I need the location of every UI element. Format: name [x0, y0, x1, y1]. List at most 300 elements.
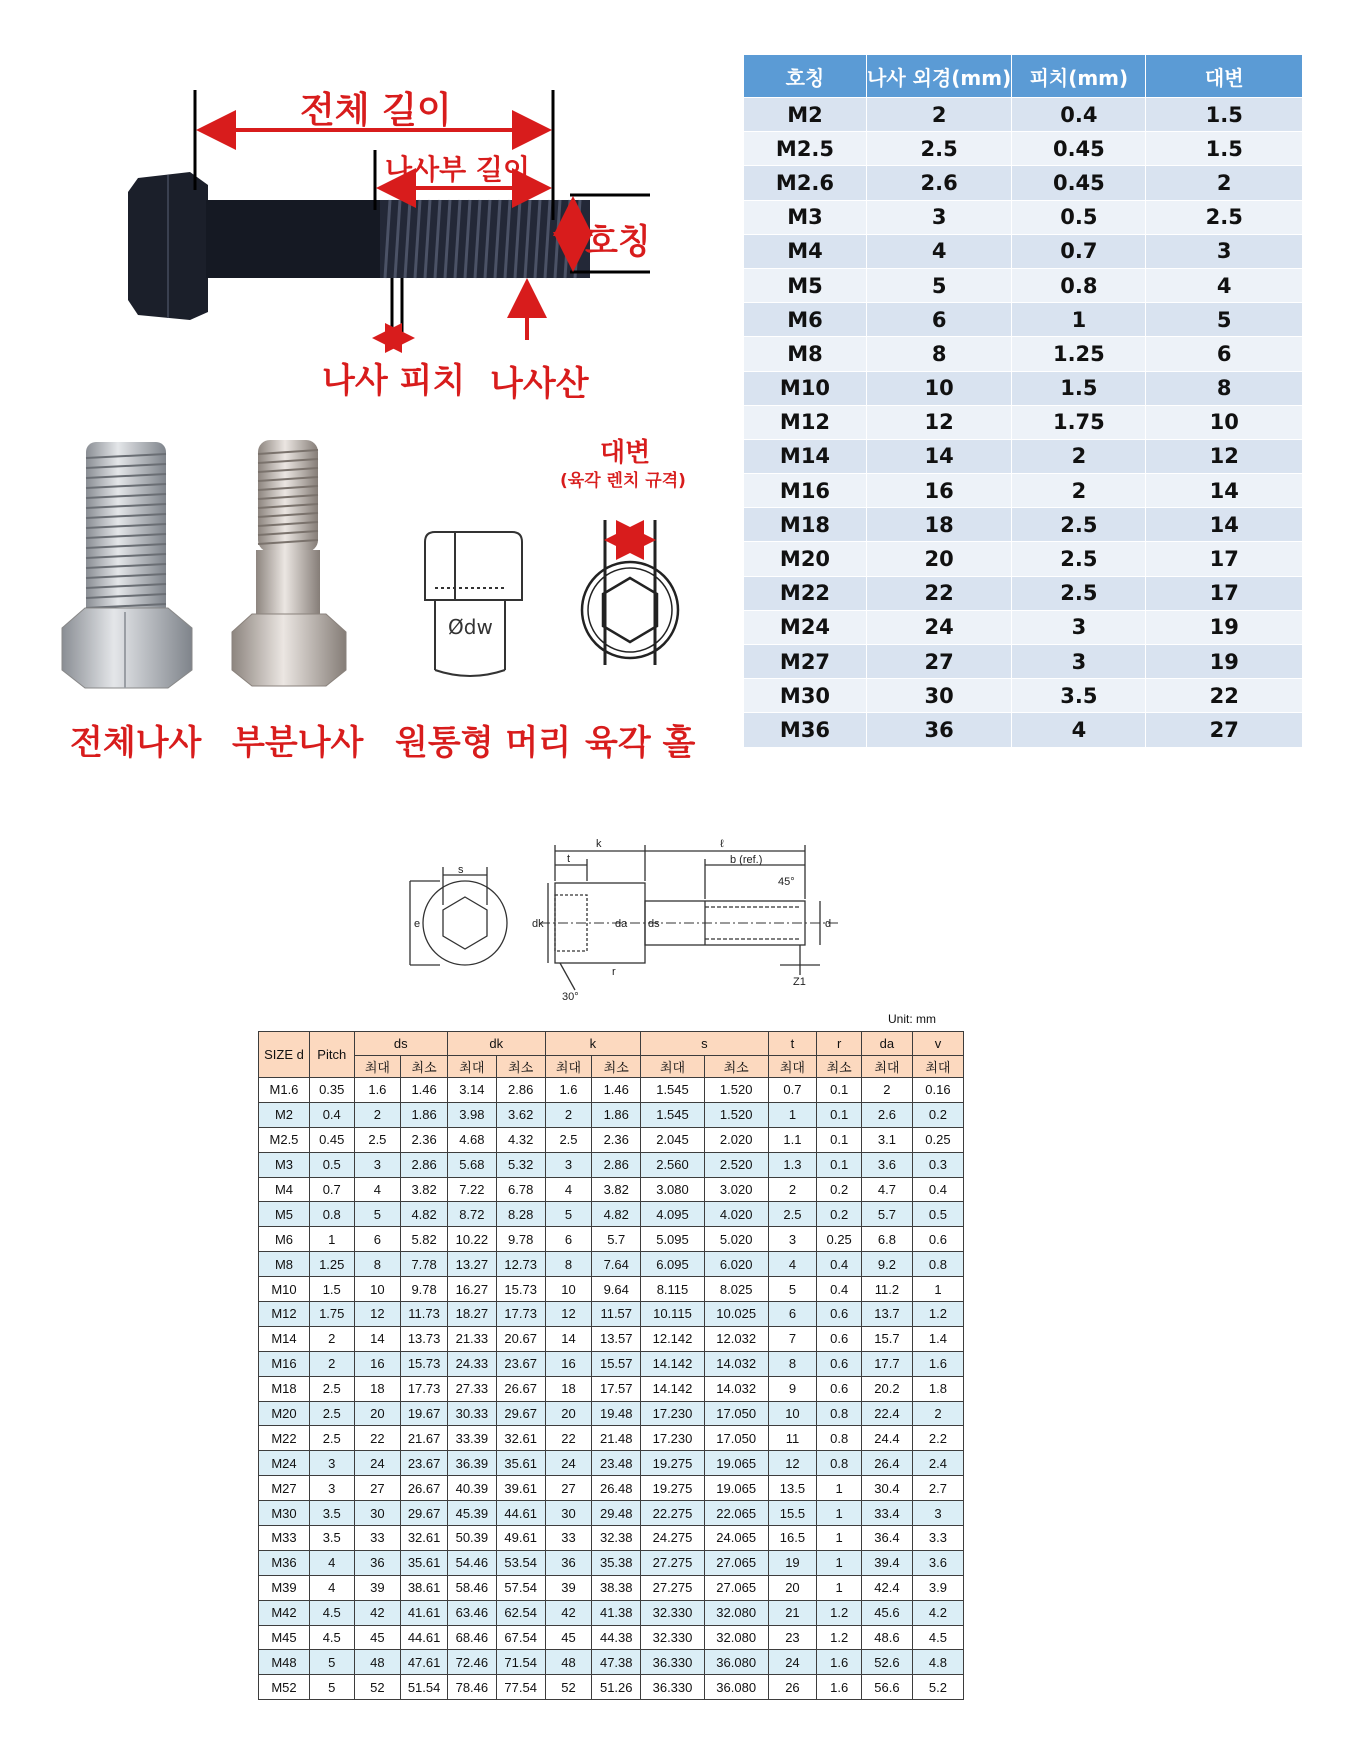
technical-drawing [400, 825, 1020, 1010]
table-row [744, 132, 1303, 166]
table-cell: 20.67 [496, 1326, 545, 1351]
table-cell: 33.39 [447, 1426, 496, 1451]
table-cell: 12 [545, 1302, 592, 1327]
table-cell: 62.54 [496, 1600, 545, 1625]
table-cell: 2.5 [1146, 200, 1303, 234]
table-row [259, 1177, 964, 1202]
table-cell: 4.5 [309, 1625, 354, 1650]
table-cell: 13.27 [447, 1252, 496, 1277]
table-cell: 2.045 [641, 1127, 705, 1152]
table-cell: 21.33 [447, 1326, 496, 1351]
table-cell: 36.330 [641, 1650, 705, 1675]
table-cell: 19.275 [641, 1476, 705, 1501]
table-cell: 0.1 [817, 1102, 862, 1127]
table-cell: 3.5 [309, 1501, 354, 1526]
table-cell: 52.6 [861, 1650, 912, 1675]
partial-thread-label: 부분나사 [232, 723, 364, 763]
table-row [259, 1326, 964, 1351]
table-cell: 77.54 [496, 1675, 545, 1700]
sub-header: 최소 [496, 1056, 545, 1078]
table-cell: 10 [1146, 405, 1303, 439]
table-cell: 44.61 [496, 1501, 545, 1526]
table-cell: 19 [768, 1550, 817, 1575]
table-cell: 29.67 [496, 1401, 545, 1426]
table-cell: 2.560 [641, 1152, 705, 1177]
thread-length-label: 나사부 길이 [385, 153, 530, 186]
table-cell: M2.6 [744, 166, 867, 200]
table-cell: 1 [817, 1550, 862, 1575]
table-cell: 20.2 [861, 1376, 912, 1401]
table-cell: M8 [744, 337, 867, 371]
partial-thread-bolt [232, 440, 346, 686]
spec-sub-header-row [259, 1056, 964, 1078]
table-cell: 1.5 [1012, 371, 1146, 405]
table-cell: M18 [744, 508, 867, 542]
table-cell: 33 [354, 1526, 401, 1551]
dim-b: b (ref.) [730, 854, 763, 866]
table-cell: 0.35 [309, 1078, 354, 1103]
table-cell: 44.38 [592, 1625, 641, 1650]
socket-cap-spec-table [258, 1031, 964, 1700]
dw-label: Ødw [448, 615, 493, 639]
across-flats-label: 대변 [600, 438, 651, 468]
table-row [259, 1501, 964, 1526]
table-cell: M52 [259, 1675, 310, 1700]
unit-label: Unit: mm [888, 1012, 936, 1026]
table-cell: 2.6 [861, 1102, 912, 1127]
table-cell: 2 [309, 1326, 354, 1351]
table-cell: 10.22 [447, 1227, 496, 1252]
table-cell: 6 [354, 1227, 401, 1252]
table-row [259, 1600, 964, 1625]
table-cell: 3.080 [641, 1177, 705, 1202]
table-cell: 16.27 [447, 1277, 496, 1302]
table-cell: 23 [768, 1625, 817, 1650]
table-cell: 5 [309, 1675, 354, 1700]
table-row [744, 508, 1303, 542]
table-cell: 13.5 [768, 1476, 817, 1501]
table-cell: 1 [817, 1575, 862, 1600]
table-cell: 27.275 [641, 1575, 705, 1600]
header-v: v [912, 1032, 963, 1056]
table-row [744, 610, 1303, 644]
table-cell: 2.7 [912, 1476, 963, 1501]
table-cell: 20 [354, 1401, 401, 1426]
table-cell: M39 [259, 1575, 310, 1600]
table-cell: M20 [259, 1401, 310, 1426]
table-cell: M42 [259, 1600, 310, 1625]
table-cell: 10.115 [641, 1302, 705, 1327]
table-cell: 2 [1146, 166, 1303, 200]
table-row [259, 1277, 964, 1302]
table-cell: 36.080 [704, 1650, 768, 1675]
dim-angle30: 30° [562, 991, 579, 1003]
table-row [744, 405, 1303, 439]
table-cell: 11.73 [401, 1302, 448, 1327]
table-cell: 29.48 [592, 1501, 641, 1526]
table-cell: 5 [768, 1277, 817, 1302]
table-cell: 22 [866, 576, 1011, 610]
header-r: r [817, 1032, 862, 1056]
table-cell: 26 [768, 1675, 817, 1700]
table-cell: 23.67 [496, 1351, 545, 1376]
table-row [744, 645, 1303, 679]
table-cell: 19.67 [401, 1401, 448, 1426]
table-row [259, 1152, 964, 1177]
table-cell: 8.28 [496, 1202, 545, 1227]
table-cell: 0.4 [912, 1177, 963, 1202]
cylinder-head-label: 원통형 머리 [395, 723, 572, 763]
table-cell: 19.48 [592, 1401, 641, 1426]
table-cell: 10 [866, 371, 1011, 405]
table-cell: 4.5 [912, 1625, 963, 1650]
table-cell: M6 [259, 1227, 310, 1252]
table-cell: 1.6 [817, 1650, 862, 1675]
table-cell: 72.46 [447, 1650, 496, 1675]
table-cell: 2.5 [309, 1426, 354, 1451]
table-cell: 16 [354, 1351, 401, 1376]
table-cell: 16.5 [768, 1526, 817, 1551]
dim-dk: dk [532, 918, 544, 930]
table-cell: 12.142 [641, 1326, 705, 1351]
table-cell: 5.7 [592, 1227, 641, 1252]
table-cell: 3 [866, 200, 1011, 234]
table-cell: M10 [259, 1277, 310, 1302]
table-cell: 3.14 [447, 1078, 496, 1103]
table-cell: 2 [768, 1177, 817, 1202]
table-cell: 14 [545, 1326, 592, 1351]
table-cell: M36 [744, 713, 867, 747]
table-cell: 2 [912, 1401, 963, 1426]
table-cell: 3.3 [912, 1526, 963, 1551]
table-cell: 5.32 [496, 1152, 545, 1177]
bolt-dimension-diagram [40, 20, 740, 420]
table-cell: 4.68 [447, 1127, 496, 1152]
table-cell: 3.5 [309, 1526, 354, 1551]
table-cell: M1.6 [259, 1078, 310, 1103]
table-cell: M2.5 [259, 1127, 310, 1152]
table-cell: 19.065 [704, 1476, 768, 1501]
table-cell: 24.33 [447, 1351, 496, 1376]
table-cell: 39 [545, 1575, 592, 1600]
size-table-body [744, 98, 1303, 748]
header-ds: ds [354, 1032, 447, 1056]
table-cell: 22 [1146, 679, 1303, 713]
table-cell: 3.6 [912, 1550, 963, 1575]
table-cell: 2.5 [354, 1127, 401, 1152]
table-cell: 39.61 [496, 1476, 545, 1501]
header-dk: dk [447, 1032, 545, 1056]
table-cell: 48 [545, 1650, 592, 1675]
table-cell: 14 [354, 1326, 401, 1351]
table-cell: 48.6 [861, 1625, 912, 1650]
table-cell: 1.3 [768, 1152, 817, 1177]
table-cell: 26.4 [861, 1451, 912, 1476]
table-cell: 1.5 [1146, 132, 1303, 166]
table-cell: 15.7 [861, 1326, 912, 1351]
table-cell: 29.67 [401, 1501, 448, 1526]
table-cell: 32.080 [704, 1600, 768, 1625]
table-cell: M14 [744, 439, 867, 473]
table-cell: 1.86 [401, 1102, 448, 1127]
header-t: t [768, 1032, 817, 1056]
table-cell: 9 [768, 1376, 817, 1401]
table-cell: 27.33 [447, 1376, 496, 1401]
table-cell: 32.61 [496, 1426, 545, 1451]
sub-header: 최대 [354, 1056, 401, 1078]
thread-crest-label: 나사산 [490, 364, 589, 404]
table-cell: 8 [768, 1351, 817, 1376]
table-row [744, 474, 1303, 508]
sub-header: 최소 [704, 1056, 768, 1078]
table-cell: 7.78 [401, 1252, 448, 1277]
table-cell: 30 [866, 679, 1011, 713]
table-cell: 32.330 [641, 1600, 705, 1625]
table-cell: 41.38 [592, 1600, 641, 1625]
table-cell: 14 [1146, 508, 1303, 542]
nominal-label: 호칭 [585, 222, 651, 262]
socket-cap-screw-drawing [400, 825, 1020, 1010]
table-row [259, 1401, 964, 1426]
table-row [744, 303, 1303, 337]
table-cell: 0.25 [817, 1227, 862, 1252]
table-cell: M16 [744, 474, 867, 508]
table-cell: 2.5 [1012, 542, 1146, 576]
table-cell: 18.27 [447, 1302, 496, 1327]
table-cell: 2.4 [912, 1451, 963, 1476]
table-cell: 8 [866, 337, 1011, 371]
table-cell: 30 [354, 1501, 401, 1526]
table-row [744, 679, 1303, 713]
table-cell: 6.020 [704, 1252, 768, 1277]
wrench-spec-label: (육각 렌치 규격) [560, 471, 686, 491]
table-cell: 17.73 [401, 1376, 448, 1401]
table-cell: 38.61 [401, 1575, 448, 1600]
table-cell: 2 [309, 1351, 354, 1376]
table-cell: 18 [545, 1376, 592, 1401]
table-cell: 12.73 [496, 1252, 545, 1277]
table-cell: 3.82 [592, 1177, 641, 1202]
table-cell: 52 [354, 1675, 401, 1700]
table-cell: M27 [259, 1476, 310, 1501]
table-cell: 24 [768, 1650, 817, 1675]
header-size: SIZE d [259, 1032, 310, 1078]
table-cell: 2.5 [768, 1202, 817, 1227]
table-cell: 3 [768, 1227, 817, 1252]
table-cell: 13.73 [401, 1326, 448, 1351]
table-cell: 14.032 [704, 1351, 768, 1376]
table-cell: 24 [866, 610, 1011, 644]
table-cell: 3.020 [704, 1177, 768, 1202]
table-cell: 2.5 [1012, 508, 1146, 542]
table-cell: 1 [1012, 303, 1146, 337]
full-thread-bolt [62, 442, 192, 688]
table-cell: 5 [309, 1650, 354, 1675]
table-cell: 9.78 [496, 1227, 545, 1252]
table-cell: 35.61 [496, 1451, 545, 1476]
table-cell: 26.67 [401, 1476, 448, 1501]
table-cell: 19.065 [704, 1451, 768, 1476]
table-cell: M36 [259, 1550, 310, 1575]
table-row [259, 1451, 964, 1476]
table-cell: 27 [866, 645, 1011, 679]
table-cell: 3 [309, 1476, 354, 1501]
table-row [259, 1650, 964, 1675]
table-cell: 35.61 [401, 1550, 448, 1575]
table-cell: 1 [768, 1102, 817, 1127]
table-cell: 57.54 [496, 1575, 545, 1600]
table-row [259, 1202, 964, 1227]
table-cell: 2.6 [866, 166, 1011, 200]
table-cell: 18 [866, 508, 1011, 542]
table-cell: 6.095 [641, 1252, 705, 1277]
table-cell: 12 [354, 1302, 401, 1327]
table-cell: 4 [1146, 268, 1303, 302]
table-row [744, 576, 1303, 610]
header-pitch: 피치(mm) [1012, 55, 1146, 98]
table-row [259, 1550, 964, 1575]
table-cell: 2 [866, 98, 1011, 132]
table-cell: 19 [1146, 610, 1303, 644]
table-cell: 47.38 [592, 1650, 641, 1675]
table-cell: 33.4 [861, 1501, 912, 1526]
table-cell: 12 [866, 405, 1011, 439]
table-cell: 0.5 [912, 1202, 963, 1227]
table-cell: 4.5 [309, 1600, 354, 1625]
table-cell: 2.5 [309, 1376, 354, 1401]
table-cell: 36.330 [641, 1675, 705, 1700]
table-cell: 45.39 [447, 1501, 496, 1526]
table-cell: 16 [866, 474, 1011, 508]
table-cell: M8 [259, 1252, 310, 1277]
table-cell: 1.46 [401, 1078, 448, 1103]
table-cell: 0.6 [912, 1227, 963, 1252]
table-cell: M4 [259, 1177, 310, 1202]
table-cell: 4 [1012, 713, 1146, 747]
table-cell: 17.050 [704, 1426, 768, 1451]
table-cell: 8.72 [447, 1202, 496, 1227]
table-cell: 78.46 [447, 1675, 496, 1700]
table-cell: 5 [866, 268, 1011, 302]
table-cell: 63.46 [447, 1600, 496, 1625]
table-row [259, 1426, 964, 1451]
table-cell: 6.8 [861, 1227, 912, 1252]
table-cell: 41.61 [401, 1600, 448, 1625]
table-cell: 26.67 [496, 1376, 545, 1401]
table-cell: 3.82 [401, 1177, 448, 1202]
table-cell: M3 [744, 200, 867, 234]
table-cell: 2.86 [592, 1152, 641, 1177]
table-cell: 56.6 [861, 1675, 912, 1700]
table-cell: 39 [354, 1575, 401, 1600]
dim-angle45: 45° [778, 876, 795, 888]
table-cell: 2.5 [1012, 576, 1146, 610]
sub-header: 최대 [861, 1056, 912, 1078]
table-cell: 2 [545, 1102, 592, 1127]
table-cell: 6.78 [496, 1177, 545, 1202]
table-cell: 27.065 [704, 1575, 768, 1600]
table-cell: M3 [259, 1152, 310, 1177]
table-cell: 27.065 [704, 1550, 768, 1575]
table-cell: 45 [545, 1625, 592, 1650]
table-cell: 21.67 [401, 1426, 448, 1451]
table-cell: 12 [768, 1451, 817, 1476]
table-cell: 14 [866, 439, 1011, 473]
table-cell: M2 [259, 1102, 310, 1127]
table-cell: 3 [354, 1152, 401, 1177]
table-cell: 22 [354, 1426, 401, 1451]
table-cell: 4 [866, 234, 1011, 268]
table-cell: 0.1 [817, 1152, 862, 1177]
table-cell: 1.2 [817, 1600, 862, 1625]
table-row [259, 1127, 964, 1152]
table-cell: 71.54 [496, 1650, 545, 1675]
table-cell: 4.32 [496, 1127, 545, 1152]
table-cell: 3.5 [1012, 679, 1146, 713]
table-cell: 8 [545, 1252, 592, 1277]
table-cell: M20 [744, 542, 867, 576]
table-cell: 21 [768, 1600, 817, 1625]
table-cell: M18 [259, 1376, 310, 1401]
dim-e: e [414, 918, 421, 930]
table-cell: 54.46 [447, 1550, 496, 1575]
table-cell: 36 [354, 1550, 401, 1575]
table-cell: 24.4 [861, 1426, 912, 1451]
table-cell: 32.61 [401, 1526, 448, 1551]
table-cell: 17.7 [861, 1351, 912, 1376]
cylinder-head-drawing [425, 532, 522, 676]
table-cell: 40.39 [447, 1476, 496, 1501]
table-cell: 5.82 [401, 1227, 448, 1252]
dim-ds: ds [648, 918, 660, 930]
table-cell: M22 [259, 1426, 310, 1451]
table-row [744, 439, 1303, 473]
total-length-label: 전체 길이 [300, 90, 452, 131]
table-cell: 1.6 [912, 1351, 963, 1376]
table-cell: 8 [1146, 371, 1303, 405]
table-cell: 42 [354, 1600, 401, 1625]
table-cell: 11.2 [861, 1277, 912, 1302]
table-cell: 1 [817, 1501, 862, 1526]
table-cell: 4.020 [704, 1202, 768, 1227]
table-cell: 22.275 [641, 1501, 705, 1526]
table-cell: 11.57 [592, 1302, 641, 1327]
table-cell: 30.4 [861, 1476, 912, 1501]
table-cell: 24.065 [704, 1526, 768, 1551]
table-cell: 50.39 [447, 1526, 496, 1551]
table-cell: 1 [309, 1227, 354, 1252]
table-cell: 47.61 [401, 1650, 448, 1675]
table-cell: 49.61 [496, 1526, 545, 1551]
table-cell: 48 [354, 1650, 401, 1675]
table-row [744, 98, 1303, 132]
table-cell: 0.5 [309, 1152, 354, 1177]
table-cell: 12 [1146, 439, 1303, 473]
table-cell: 1.6 [354, 1078, 401, 1103]
table-cell: M24 [744, 610, 867, 644]
table-cell: 15.57 [592, 1351, 641, 1376]
table-cell: 3 [1146, 234, 1303, 268]
table-cell: 2.5 [545, 1127, 592, 1152]
table-cell: 2 [1012, 474, 1146, 508]
table-cell: 19 [1146, 645, 1303, 679]
table-cell: 3.98 [447, 1102, 496, 1127]
table-cell: 0.2 [817, 1177, 862, 1202]
sub-header: 최소 [401, 1056, 448, 1078]
dim-s: s [458, 864, 464, 876]
table-row [744, 234, 1303, 268]
sub-header: 최대 [912, 1056, 963, 1078]
